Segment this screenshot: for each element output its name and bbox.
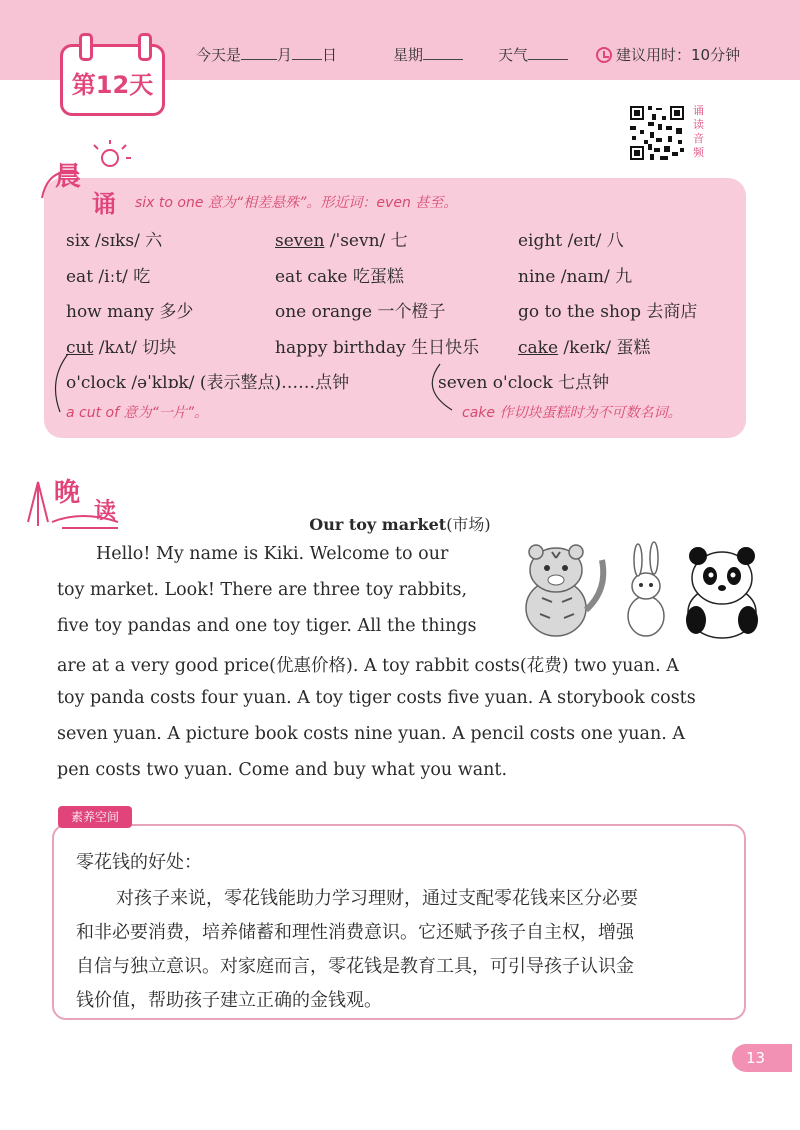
note-cake-uncountable: cake 作切块蛋糕时为不可数名词。	[462, 405, 682, 421]
day-blank[interactable]	[292, 45, 322, 60]
morning-badge-sun-icon	[34, 140, 144, 220]
calendar-ring	[79, 33, 93, 61]
qr-code-icon[interactable]	[628, 104, 686, 162]
vocab-seven	[275, 226, 408, 251]
vocab-how-many: how many 多少	[66, 302, 194, 322]
story-title-zh: (市场)	[446, 515, 491, 534]
weekday-blank[interactable]	[423, 45, 463, 60]
weekday-line	[393, 44, 463, 65]
literacy-line: 钱价值，帮助孩子建立正确的金钱观。	[76, 990, 382, 1011]
date-line	[196, 44, 337, 65]
panda-icon	[686, 547, 758, 638]
literacy-line: 自信与独立意识。对家庭而言，零花钱是教育工具，可引导孩子认识金	[76, 956, 634, 977]
vocab-rest: /kʌt/ 切块	[93, 338, 177, 358]
weekday-label: 星期	[393, 46, 424, 64]
story-line: toy market. Look! There are three toy rabbits,	[57, 580, 468, 600]
vocab-nine: nine /naɪn/ 九	[518, 267, 633, 287]
calendar-ring	[138, 33, 152, 61]
suggested-time	[596, 44, 740, 65]
morning-badge-char-1: 晨	[55, 162, 82, 192]
vocab-one-orange: one orange 一个橙子	[275, 302, 446, 322]
evening-badge-char-1: 晚	[54, 478, 81, 508]
story-line: toy panda costs four yuan. A toy tiger costs five yuan. A storybook costs	[57, 688, 696, 708]
weather-blank[interactable]	[528, 45, 568, 60]
morning-badge-char-2: 诵	[92, 190, 116, 218]
vocab-six: six /sɪks/ 六	[66, 231, 163, 251]
vocab-cake	[518, 333, 650, 358]
day-label: 第12天	[71, 71, 154, 99]
vocab-eight: eight /eɪt/ 八	[518, 231, 624, 251]
vocab-word-cut: cut	[66, 338, 94, 358]
toy-animals-illustration	[512, 540, 774, 640]
story-title	[0, 512, 800, 535]
story-line: five toy pandas and one toy tiger. All the things	[57, 616, 477, 636]
vocab-seven-oclock: seven o'clock 七点钟	[438, 373, 610, 393]
evening-badge-char-2: 读	[94, 499, 117, 524]
vocab-happy-birthday: happy birthday 生日快乐	[275, 338, 480, 358]
day-calendar-badge	[60, 44, 165, 116]
vocab-eat: eat /iːt/ 吃	[66, 267, 151, 287]
note-six-to-one: six to one 意为“相差悬殊”。形近词：even 甚至。	[135, 195, 458, 211]
tiger-icon	[526, 545, 603, 636]
vocab-rest: /keɪk/ 蛋糕	[558, 338, 651, 358]
literacy-line: 和非必要消费，培养储蓄和理性消费意识。它还赋予孩子自主权，增强	[76, 922, 634, 943]
story-title-en: Our toy market	[309, 515, 447, 534]
qr-caption: 诵读音频	[693, 104, 704, 159]
note-a-cut-of: a cut of 意为“一片”。	[66, 405, 208, 421]
clock-icon	[596, 47, 612, 63]
story-line: are at a very good price(优惠价格). A toy rabbit costs(花费) two yuan. A	[57, 656, 679, 676]
vocab-eat-cake: eat cake 吃蛋糕	[275, 267, 404, 287]
note-connector-right	[422, 360, 462, 420]
date-prefix: 今天是	[196, 46, 242, 64]
vocab-word-seven: seven	[275, 231, 325, 251]
month-label: 月	[277, 46, 293, 64]
literacy-heading: 零花钱的好处：	[76, 852, 202, 873]
month-blank[interactable]	[241, 45, 277, 60]
weather-label: 天气	[498, 46, 529, 64]
story-line: pen costs two yuan. Come and buy what you want.	[57, 760, 508, 780]
suggested-time-label: 建议用时：10分钟	[616, 46, 741, 64]
story-line: seven yuan. A picture book costs nine yuan. A pencil costs one yuan. A	[57, 724, 686, 744]
vocab-word-cake: cake	[518, 338, 559, 358]
rabbit-icon	[628, 542, 664, 636]
vocab-rest: /ˈsevn/ 七	[324, 231, 408, 251]
day-unit-label: 日	[322, 46, 338, 64]
vocab-oclock: o'clock /əˈklɒk/ (表示整点)……点钟	[66, 373, 350, 393]
page-number: 13	[732, 1044, 792, 1072]
vocab-go-to-the-shop: go to the shop 去商店	[518, 302, 698, 322]
weather-line	[498, 44, 568, 65]
story-line: Hello! My name is Kiki. Welcome to our	[96, 544, 449, 564]
literacy-space-tag: 素养空间	[58, 806, 132, 828]
literacy-line: 对孩子来说，零花钱能助力学习理财，通过支配零花钱来区分必要	[116, 888, 638, 909]
